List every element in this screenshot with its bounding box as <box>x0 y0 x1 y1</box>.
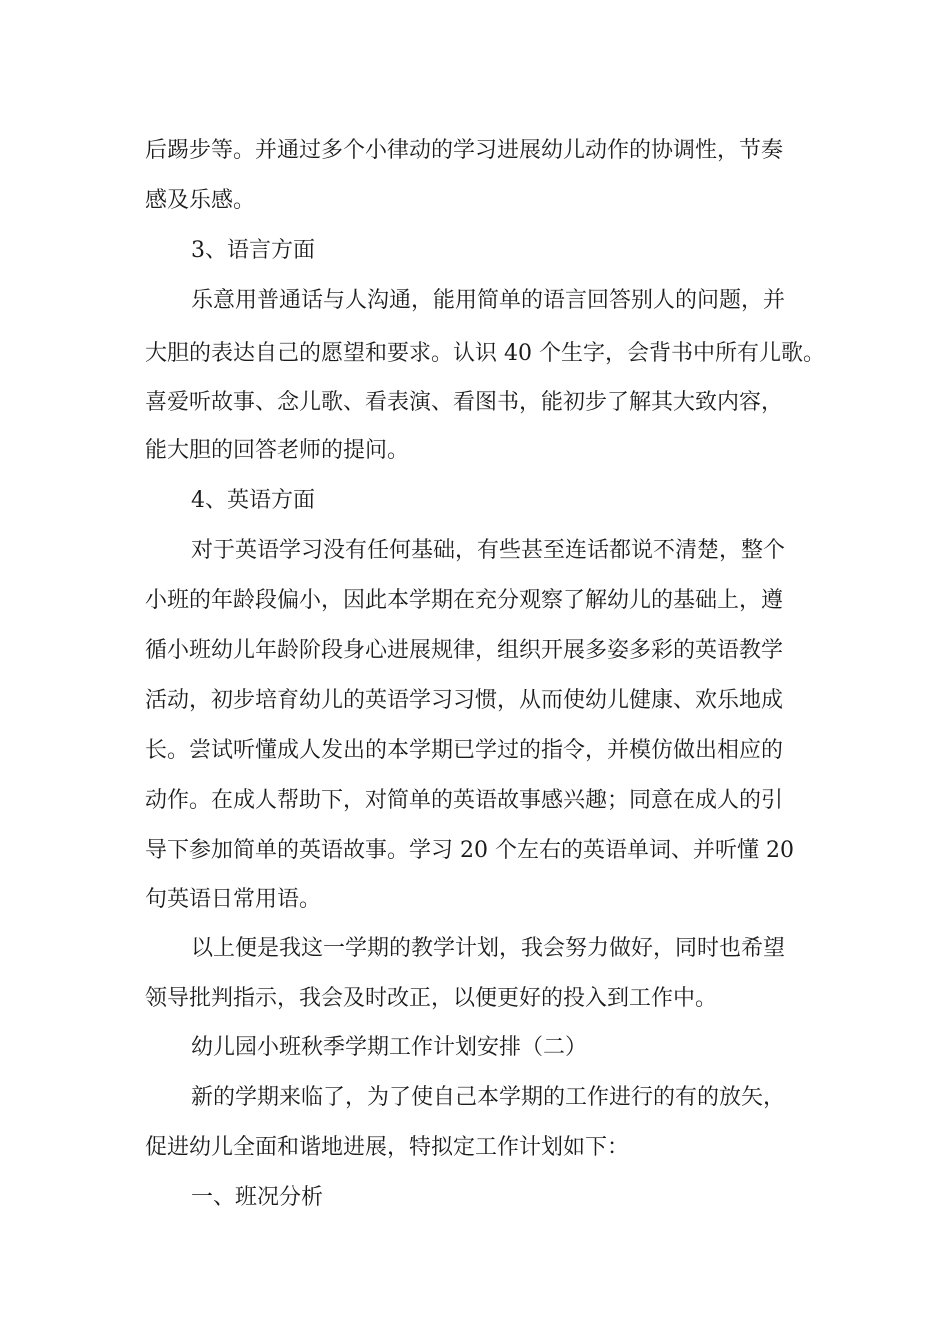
text-line: 感及乐感。 <box>145 188 256 213</box>
text-line: 能大胆的回答老师的提问。 <box>145 438 410 463</box>
text-line: 新的学期来临了，为了使自己本学期的工作进行的有的放矢， <box>191 1085 786 1110</box>
text-line: 后踢步等。并通过多个小律动的学习进展幼儿动作的协调性，节奏 <box>145 138 784 163</box>
text-line: 循小班幼儿年龄阶段身心进展规律，组织开展多姿多彩的英语教学 <box>145 638 784 663</box>
text-line: 大胆的表达自己的愿望和要求。认识 40 个生字，会背书中所有儿歌。 <box>145 341 825 366</box>
text-line: 句英语日常用语。 <box>145 887 322 912</box>
text-line: 促进幼儿全面和谐地进展，特拟定工作计划如下： <box>145 1135 630 1160</box>
text-line: 长。尝试听懂成人发出的本学期已学过的指令，并模仿做出相应的 <box>145 738 784 763</box>
text-line: 小班的年龄段偏小，因此本学期在充分观察了解幼儿的基础上，遵 <box>145 588 784 613</box>
section-heading-english: 4、英语方面 <box>191 488 315 513</box>
text-line: 乐意用普通话与人沟通，能用简单的语言回答别人的问题，并 <box>191 288 786 313</box>
section-heading-language: 3、语言方面 <box>191 238 315 263</box>
text-line: 对于英语学习没有任何基础，有些甚至连话都说不清楚，整个 <box>191 538 786 563</box>
text-line: 以上便是我这一学期的教学计划，我会努力做好，同时也希望 <box>191 936 786 961</box>
text-line: 喜爱听故事、念儿歌、看表演、看图书，能初步了解其大致内容， <box>145 390 784 415</box>
section-heading-class-analysis: 一、班况分析 <box>191 1185 324 1210</box>
text-line: 领导批判指示，我会及时改正，以便更好的投入到工作中。 <box>145 986 718 1011</box>
subtitle-plan-two: 幼儿园小班秋季学期工作计划安排（二） <box>191 1035 588 1060</box>
text-line: 活动，初步培育幼儿的英语学习习惯，从而使幼儿健康、欢乐地成 <box>145 688 784 713</box>
text-line: 动作。在成人帮助下，对简单的英语故事感兴趣；同意在成人的引 <box>145 788 784 813</box>
text-line: 导下参加简单的英语故事。学习 20 个左右的英语单词、并听懂 20 <box>145 838 794 863</box>
